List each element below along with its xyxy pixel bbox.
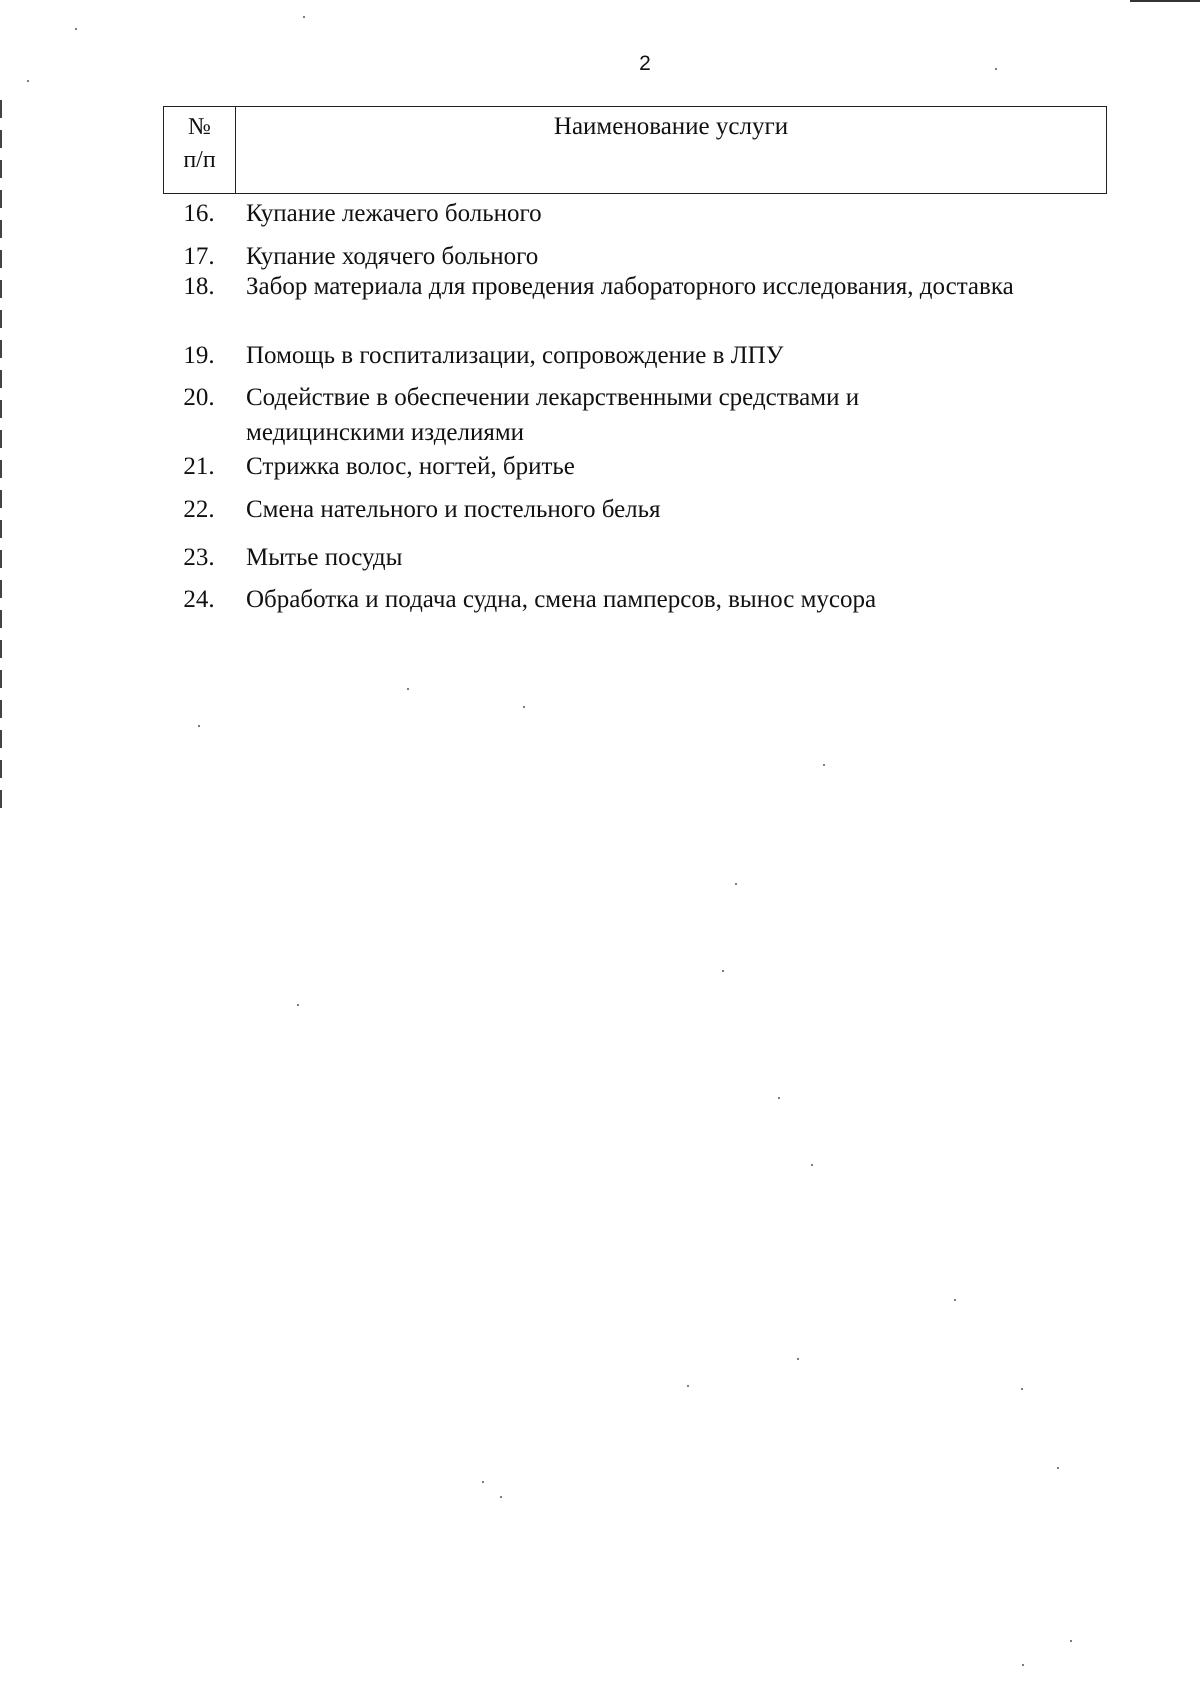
- row-number: 19.: [183, 342, 215, 369]
- scan-speck: [500, 1496, 502, 1498]
- row-number: 21.: [183, 453, 215, 480]
- scan-speck: [811, 1164, 813, 1166]
- scan-speck: [297, 1004, 299, 1006]
- number-sign: №: [188, 114, 211, 140]
- number-abbrev: п/п: [183, 147, 216, 173]
- number-column-header: [164, 107, 236, 193]
- services-table-header: [163, 106, 1107, 194]
- scan-edge-mark: [1130, 0, 1200, 2]
- service-name-column-header: Наименование услуги: [553, 113, 789, 140]
- scan-speck: [482, 1481, 484, 1483]
- service-name: Мытье посуды: [246, 544, 403, 571]
- row-number: 23.: [183, 544, 215, 571]
- row-number: 18.: [183, 273, 215, 300]
- scan-speck: [1057, 1467, 1059, 1469]
- scan-speck: [797, 1358, 799, 1360]
- scan-speck: [823, 764, 825, 766]
- scan-speck: [303, 16, 305, 18]
- scan-speck: [687, 1385, 689, 1387]
- scan-speck: [722, 970, 724, 972]
- scan-speck: [954, 1299, 956, 1301]
- row-number: 16.: [183, 200, 215, 227]
- scan-speck: [735, 883, 737, 885]
- scan-speck: [778, 1097, 780, 1099]
- scan-speck: [523, 706, 525, 708]
- service-name: Забор материала для проведения лабораторного исследования, доставка: [246, 273, 1014, 300]
- row-number: 17.: [183, 243, 215, 270]
- scan-speck: [995, 68, 997, 70]
- scan-speck: [198, 725, 200, 727]
- scan-speck: [407, 688, 409, 690]
- scan-left-edge: [0, 100, 2, 820]
- service-name: Содействие в обеспечении лекарственными средствами и медицинскими изделиями: [246, 384, 860, 446]
- scan-speck: [27, 80, 29, 82]
- scan-speck: [1070, 1640, 1072, 1642]
- scan-speck: [1021, 1388, 1023, 1390]
- row-number: 20.: [183, 384, 215, 411]
- service-name: Купание ходячего больного: [246, 243, 539, 270]
- service-name: Купание лежачего больного: [246, 200, 542, 227]
- service-name: Стрижка волос, ногтей, бритье: [246, 453, 575, 480]
- service-name: Обработка и подача судна, смена памперсов, вынос мусора: [246, 586, 877, 613]
- service-name: Смена нательного и постельного белья: [246, 496, 661, 523]
- row-number: 24.: [183, 586, 215, 613]
- scan-speck: [75, 28, 77, 30]
- scan-speck: [1022, 1664, 1024, 1666]
- page-number: 2: [639, 52, 651, 75]
- service-name: Помощь в госпитализации, сопровождение в ЛПУ: [246, 342, 784, 369]
- row-number: 22.: [183, 496, 215, 523]
